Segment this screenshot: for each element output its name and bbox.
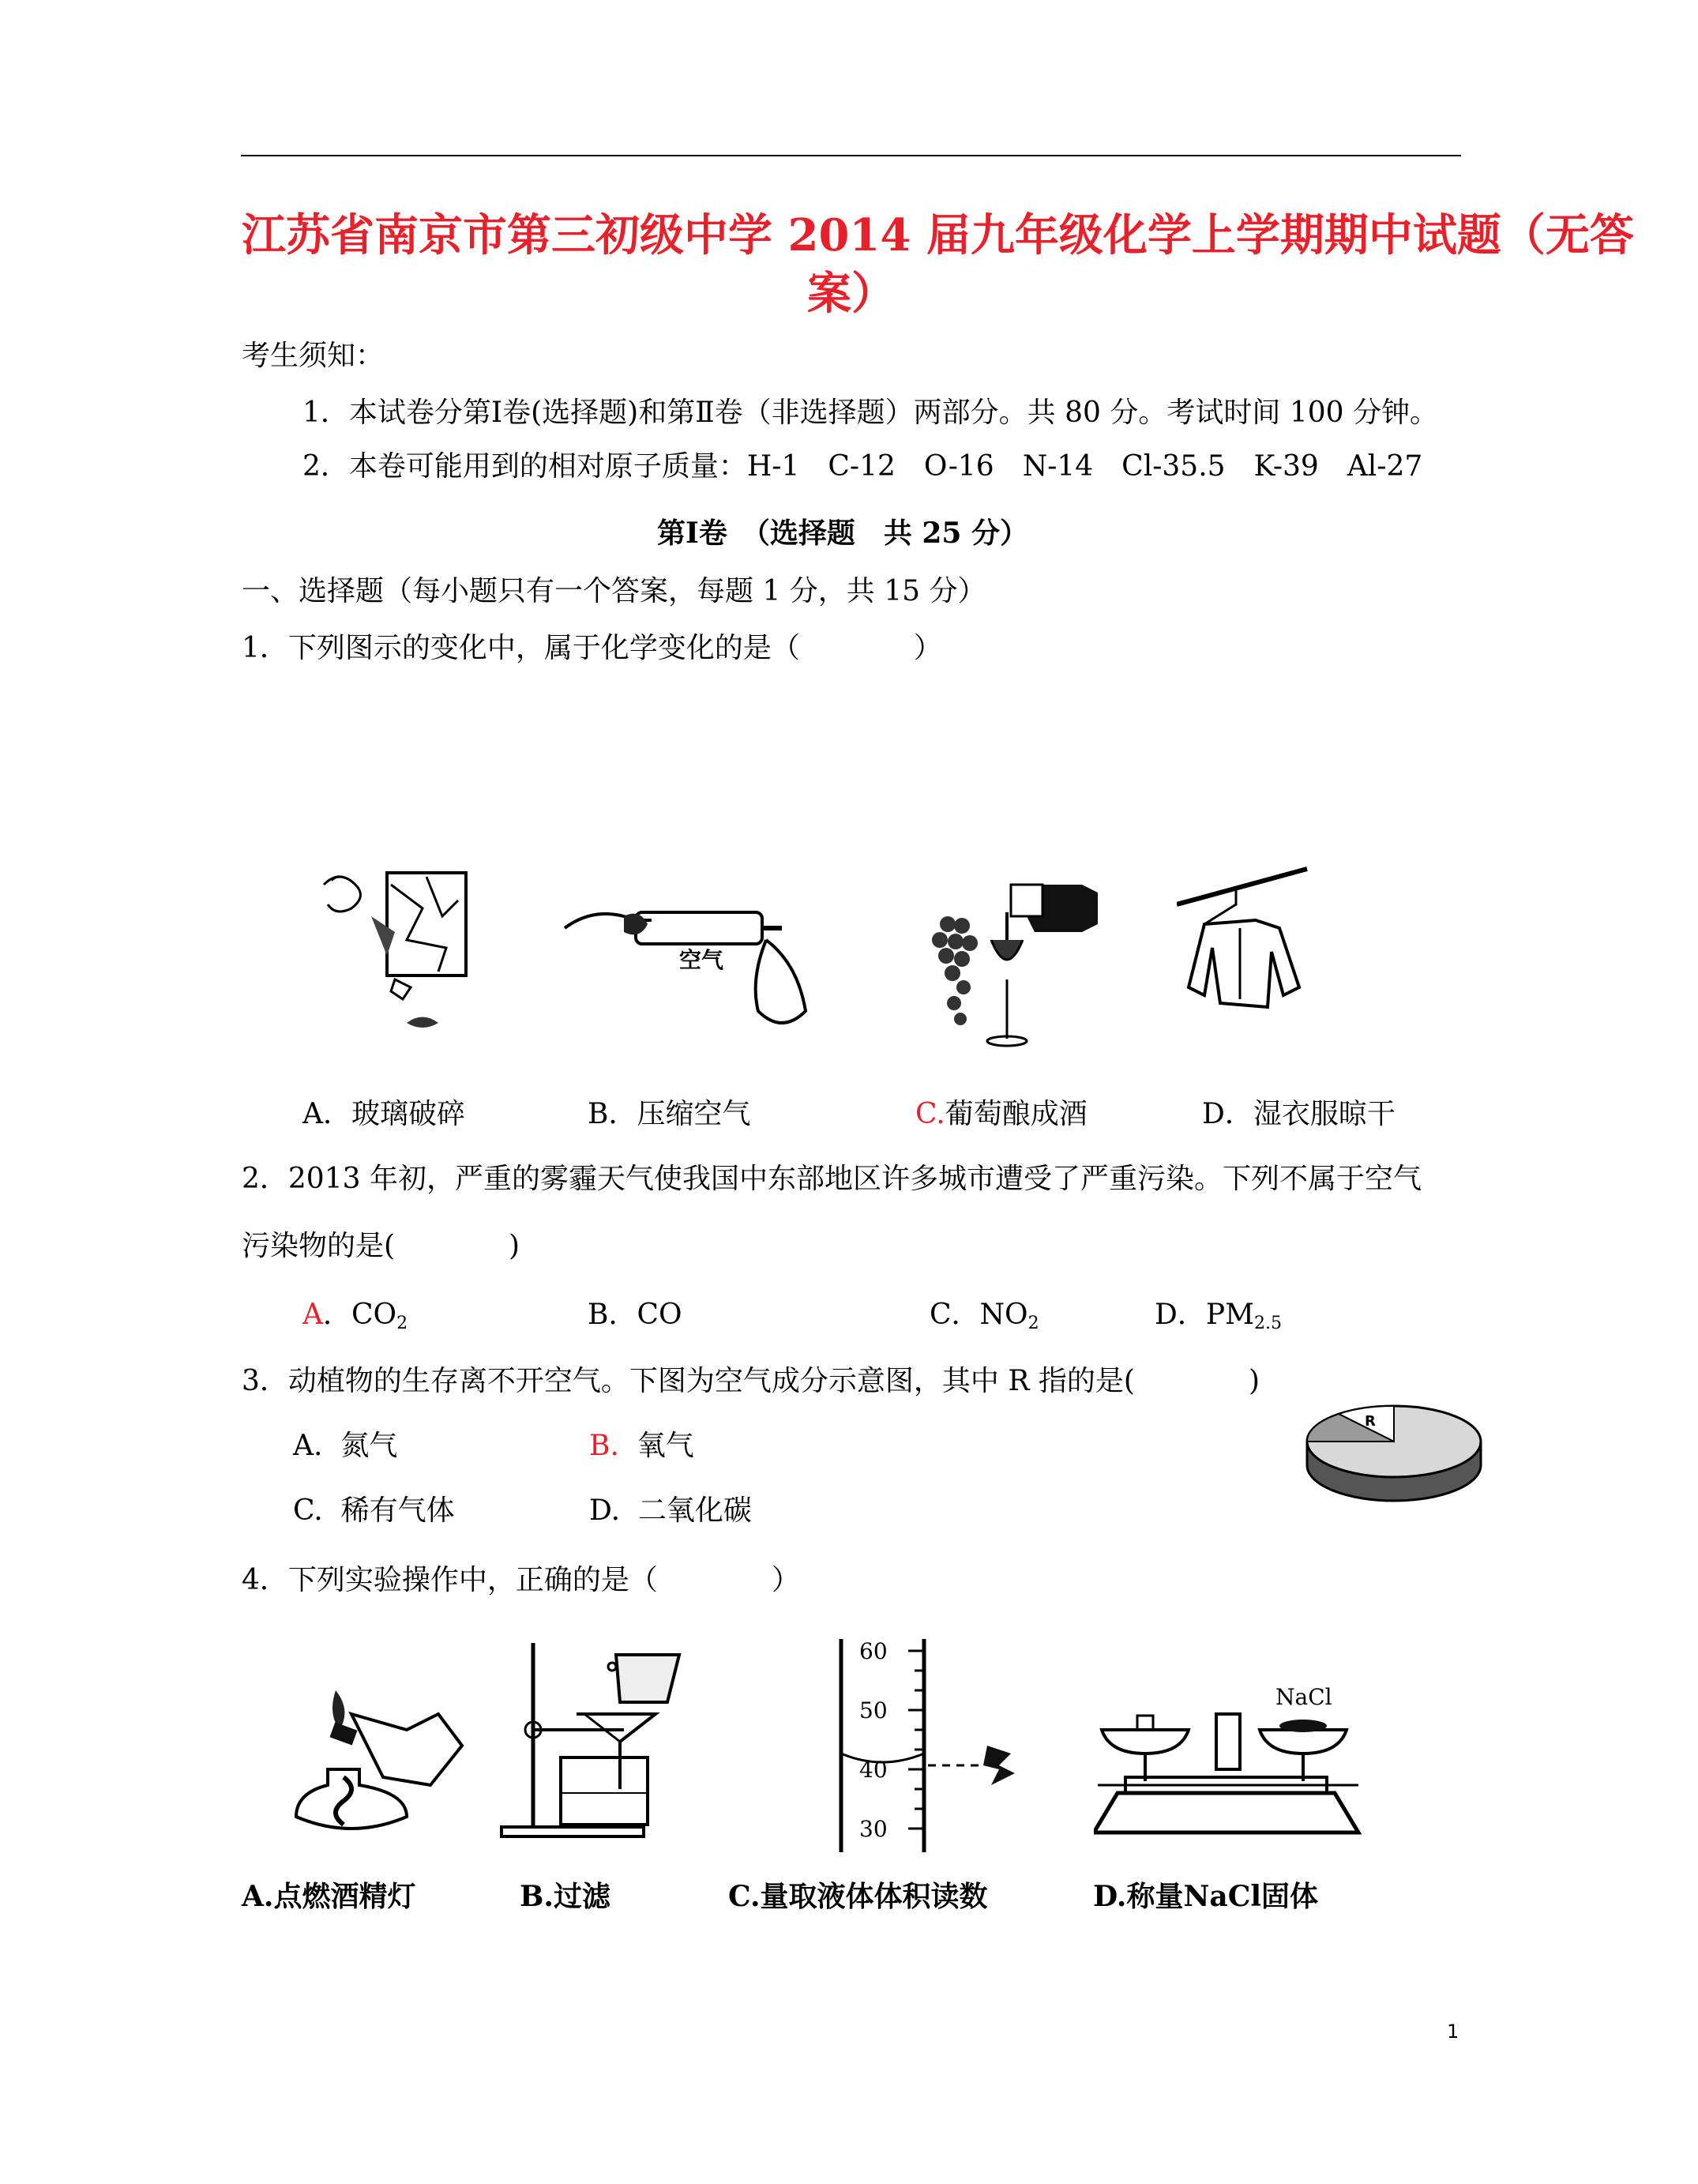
q4-figure-cylinder	[837, 1635, 1027, 1852]
q3-option-c-letter: C.	[293, 1494, 323, 1527]
q2-option-b	[588, 1297, 682, 1333]
q2-option-c-text: NO	[979, 1299, 1028, 1331]
q2-stem-line2: 污染物的是( )	[242, 1230, 520, 1262]
q3-option-a	[293, 1428, 397, 1464]
q1-option-c-text: 葡萄酿成酒	[945, 1098, 1088, 1130]
q1-option-d	[1202, 1096, 1396, 1133]
q1-option-a	[302, 1096, 465, 1133]
q3-option-d-text: 二氧化碳	[637, 1494, 752, 1527]
q2-option-d	[1155, 1297, 1282, 1342]
q2-option-b-text: CO	[637, 1299, 682, 1331]
q1-figure-glass-breaking	[316, 869, 482, 1039]
q2-option-d-letter: D．	[1155, 1299, 1206, 1331]
q3-air-composition-pie	[1303, 1398, 1485, 1509]
q3-pie-label: R	[1365, 1413, 1376, 1430]
q1-option-c-letter: C.	[915, 1098, 945, 1130]
q2-option-d-sub: 2.5	[1253, 1314, 1282, 1333]
q3-option-b	[589, 1428, 694, 1464]
q1-option-b	[588, 1096, 750, 1133]
q2-option-d-text: PM	[1205, 1299, 1254, 1331]
q3-option-d	[589, 1493, 752, 1529]
q2-option-c-sub: 2	[1027, 1314, 1039, 1333]
q1-option-c	[915, 1096, 1088, 1133]
q3-option-d-letter: D.	[589, 1494, 621, 1527]
header-rule	[241, 155, 1461, 156]
notice-item-2: 2．本卷可能用到的相对原子质量：H-1 C-12 O-16 N-14 Cl-35.5 K-39 Al-27	[302, 450, 1423, 483]
q2-option-c-letter: C．	[930, 1299, 980, 1331]
q2-option-c	[930, 1297, 1039, 1342]
q2-option-a-sub: 2	[396, 1314, 408, 1333]
q1-option-b-text: 压缩空气	[637, 1098, 751, 1130]
q4-cylinder-tick-50: 50	[859, 1697, 888, 1724]
q3-option-c-text: 稀有气体	[340, 1494, 455, 1527]
notice-heading: 考生须知：	[242, 340, 385, 372]
q2-option-b-letter: B．	[588, 1299, 637, 1331]
q2-stem-line1: 2．2013 年初，严重的雾霾天气使我国中东部地区许多城市遭受了严重污染。下列不属于空气	[242, 1163, 1422, 1195]
q1-option-a-text: 玻璃破碎	[351, 1098, 466, 1130]
q3-option-b-letter: B.	[589, 1430, 619, 1462]
q1-option-d-text: 湿衣服晾干	[1253, 1098, 1396, 1130]
part-title: 一、选择题（每小题只有一个答案，每题 1 分，共 15 分）	[242, 575, 986, 607]
q2-option-a	[302, 1297, 408, 1342]
q1-figure-wet-clothes	[1177, 837, 1311, 1011]
q2-option-a-letter: A	[302, 1299, 323, 1331]
q4-caption-d: D.称量NaCl固体	[1093, 1880, 1319, 1913]
q1-option-d-letter: D．	[1202, 1098, 1253, 1130]
page-title-line2: 案）	[807, 268, 896, 320]
q1-air-label: 空气	[679, 947, 724, 973]
q4-cylinder-tick-60: 60	[859, 1638, 888, 1664]
q3-option-b-text: 氧气	[637, 1430, 694, 1462]
q3-option-a-text: 氮气	[340, 1430, 398, 1462]
q4-figure-filtration	[498, 1639, 691, 1840]
q4-figure-alcohol-lamp	[280, 1682, 470, 1836]
q1-stem: 1．下列图示的变化中，属于化学变化的是（ ）	[242, 632, 942, 664]
q3-option-a-letter: A.	[293, 1430, 323, 1462]
q4-figure-balance	[1094, 1682, 1366, 1840]
section-title: 第Ⅰ卷 （选择题 共 25 分）	[657, 517, 1029, 550]
q3-option-c	[293, 1493, 455, 1529]
q4-caption-b: B.过滤	[520, 1880, 610, 1913]
q4-caption-c: C.量取液体体积读数	[728, 1880, 988, 1913]
q1-figure-compress-air	[561, 885, 813, 1031]
q4-cylinder-tick-40: 40	[859, 1757, 888, 1783]
q4-stem: 4．下列实验操作中，正确的是（ ）	[242, 1564, 800, 1596]
q4-balance-label: NaCl	[1275, 1684, 1332, 1710]
notice-item-1: 1．本试卷分第Ⅰ卷(选择题)和第Ⅱ卷（非选择题）两部分。共 80 分。考试时间 100 分钟。	[302, 397, 1438, 429]
page-number: 1	[1447, 2020, 1459, 2043]
q2-option-a-text: ．CO	[323, 1299, 397, 1331]
q3-stem: 3．动植物的生存离不开空气。下图为空气成分示意图，其中 R 指的是( )	[242, 1365, 1260, 1397]
page-title-line1: 江苏省南京市第三初级中学 2014 届九年级化学上学期期中试题（无答	[242, 209, 1634, 261]
q1-option-a-letter: A．	[302, 1098, 351, 1130]
q4-cylinder-tick-30: 30	[859, 1816, 888, 1842]
q4-caption-a: A.点燃酒精灯	[242, 1880, 416, 1913]
q1-option-b-letter: B．	[588, 1098, 637, 1130]
q1-figure-grape-wine	[924, 877, 1106, 1051]
